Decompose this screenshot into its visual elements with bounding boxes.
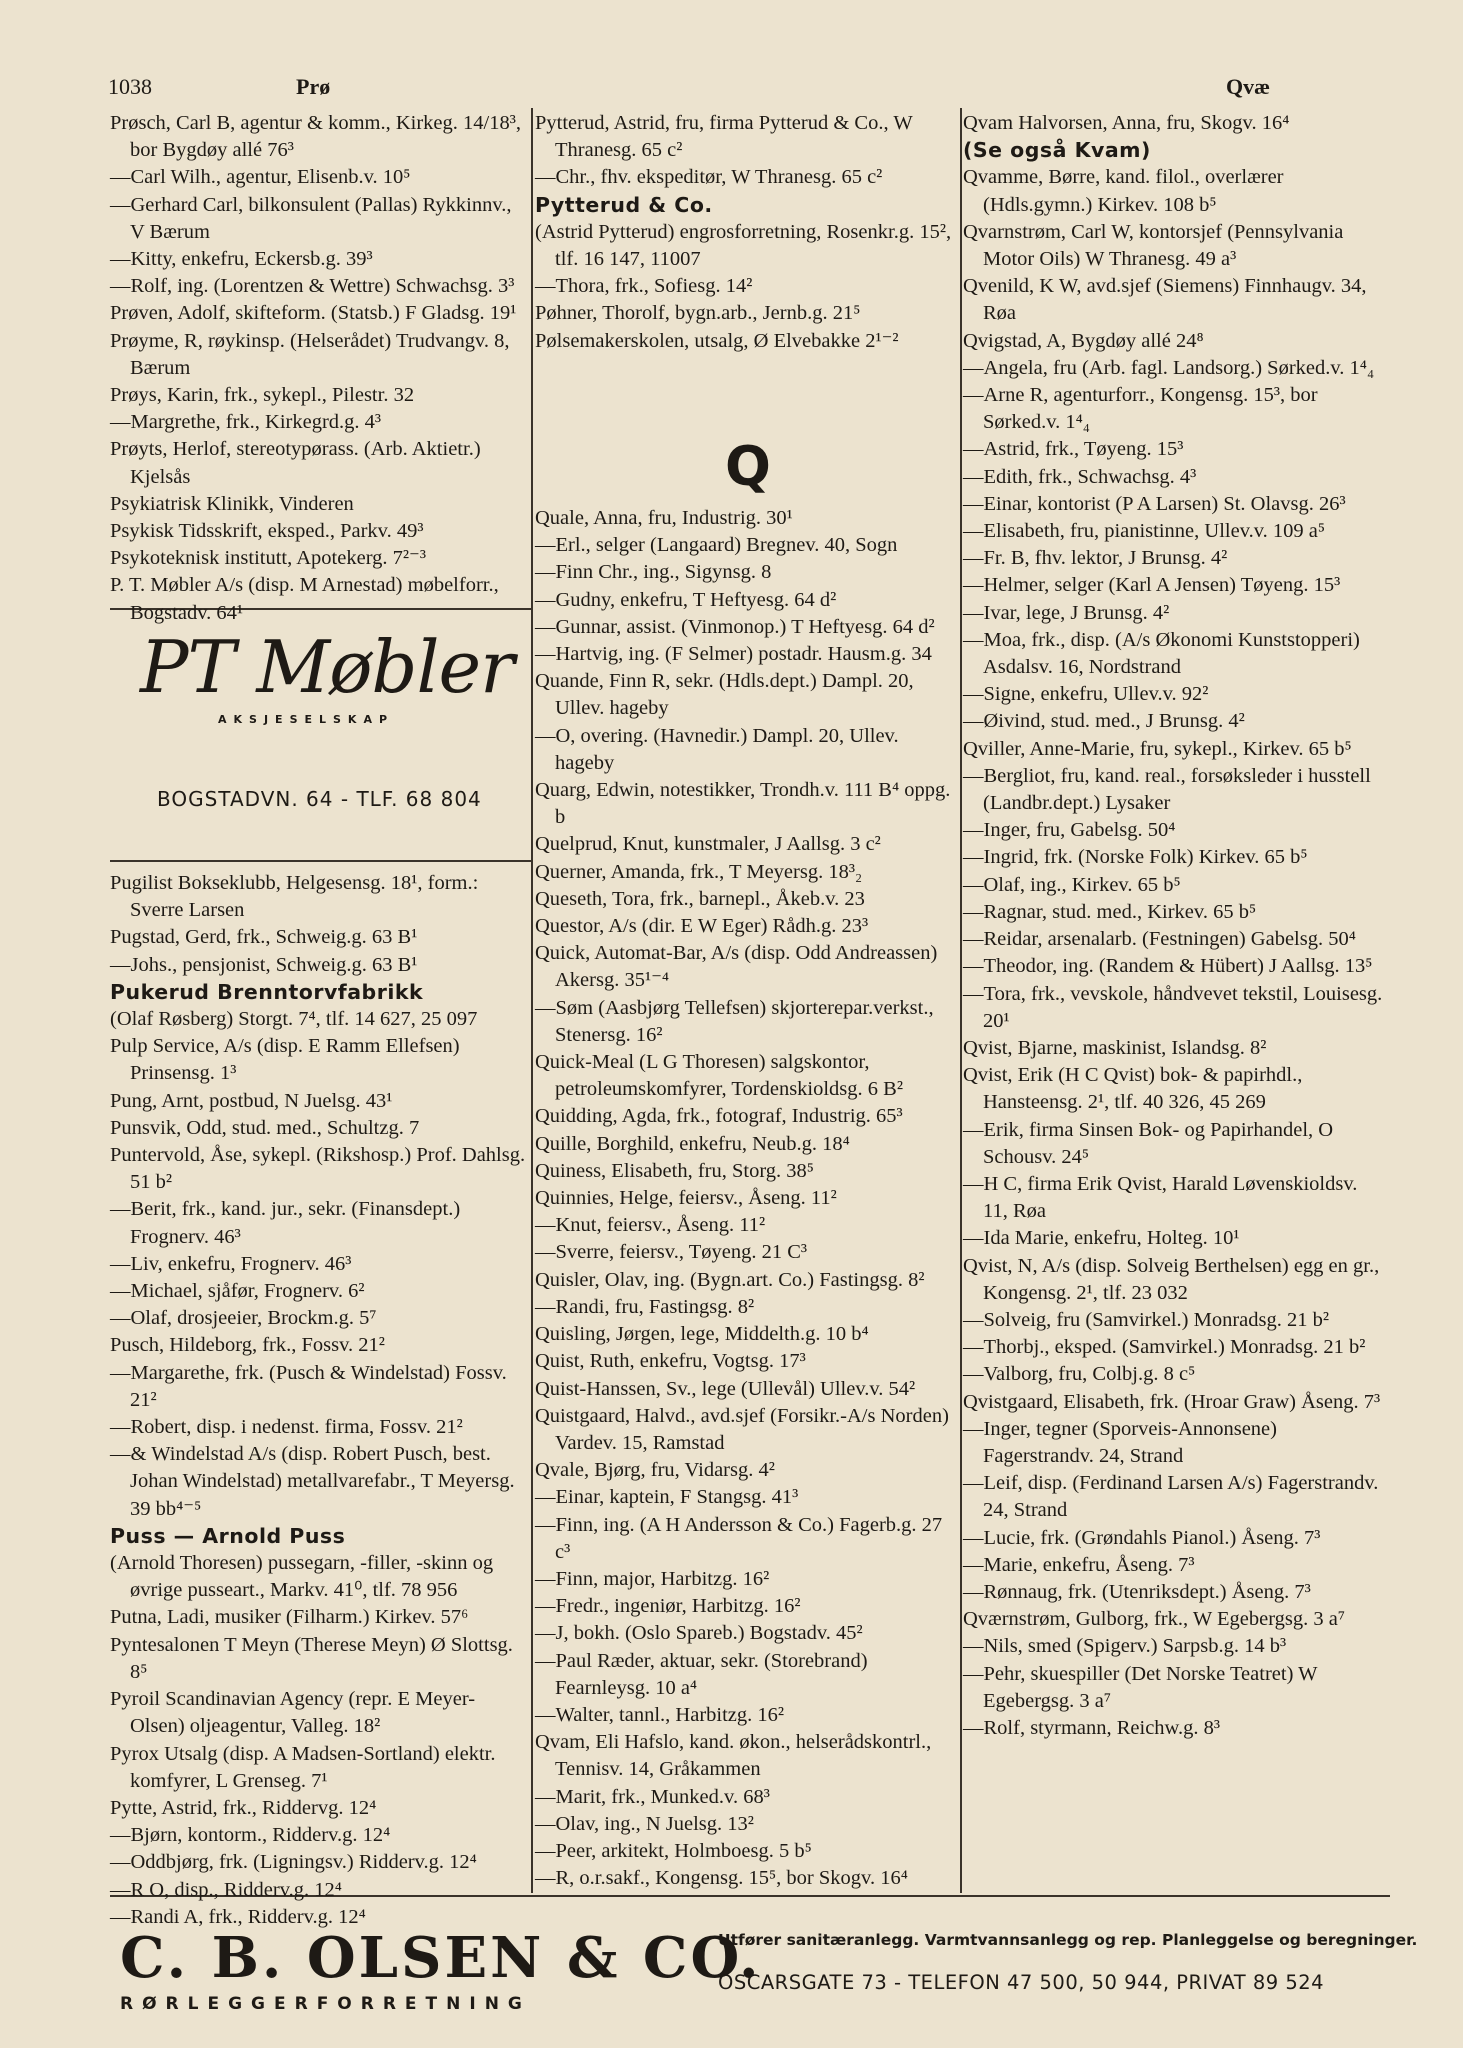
directory-entry: (Arnold Thoresen) pussegarn, -filler, -skinn og øvrige pusseart., Markv. 41⁰, tlf. 78 956	[110, 1552, 494, 1602]
directory-column-2a	[535, 110, 955, 355]
directory-entry: —Finn, major, Harbitzg. 16²	[535, 1567, 770, 1590]
directory-entry: —Olav, ing., N Juelsg. 13²	[535, 1812, 754, 1835]
directory-column-1a	[110, 110, 528, 627]
directory-entry: Pyrox Utsalg (disp. A Madsen-Sortland) elektr. komfyrer, L Grenseg. 7¹	[110, 1742, 496, 1792]
directory-entry: —Søm (Aasbjørg Tellefsen) skjorterepar.verkst., Stenersg. 16²	[535, 996, 934, 1046]
directory-entry: Quistgaard, Halvd., avd.sjef (Forsikr.-A/s Norden) Vardev. 15, Ramstad	[535, 1404, 949, 1454]
directory-entry: —Elisabeth, fru, pianistinne, Ullev.v. 109 a⁵	[963, 520, 1326, 543]
directory-entry: —Tora, frk., vevskole, håndvevet tekstil, Louisesg. 20¹	[963, 982, 1383, 1032]
directory-entry: —Signe, enkefru, Ullev.v. 92²	[963, 683, 1209, 706]
directory-entry: —Ingrid, frk. (Norske Folk) Kirkev. 65 b⁵	[963, 846, 1308, 869]
directory-entry: Prøyts, Herlof, stereotypørass. (Arb. Aktietr.) Kjelsås	[110, 438, 481, 488]
cb-olsen-name: C. B. OLSEN & CO.	[120, 1925, 762, 1991]
directory-entry: —Chr., fhv. ekspeditør, W Thranesg. 65 c²	[535, 166, 883, 189]
directory-entry: —Bergliot, fru, kand. real., forsøksleder i husstell (Landbr.dept.) Lysaker	[963, 764, 1371, 815]
directory-entry: —O, overing. (Havnedir.) Dampl. 20, Ullev. hageby	[535, 724, 899, 774]
directory-entry: Puss — Arnold Puss	[110, 1523, 346, 1548]
directory-column-1b	[110, 870, 528, 1931]
directory-entry: Qvam, Eli Hafslo, kand. økon., helserådskontrl., Tennisv. 14, Gråkammen	[535, 1731, 932, 1781]
directory-entry: Quarg, Edwin, notestikker, Trondh.v. 111 B⁴ oppg. b	[535, 779, 951, 829]
directory-entry: —Sverre, feiersv., Tøyeng. 21 C³	[535, 1241, 808, 1264]
directory-entry: Quiness, Elisabeth, fru, Storg. 38⁵	[535, 1159, 814, 1182]
directory-entry: P. T. Møbler A/s (disp. M Arnestad) møbelforr., Bogstadv. 64¹	[110, 574, 499, 624]
directory-entry: Pytte, Astrid, frk., Riddervg. 12⁴	[110, 1796, 377, 1819]
directory-entry: Qvigstad, A, Bygdøy allé 24⁸	[963, 329, 1204, 352]
directory-entry: Qvistgaard, Elisabeth, frk. (Hroar Graw) Åseng. 7³	[963, 1390, 1381, 1413]
directory-entry: Quelprud, Knut, kunstmaler, J Aallsg. 3 c²	[535, 833, 881, 856]
directory-entry: —Ragnar, stud. med., Kirkev. 65 b⁵	[963, 900, 1257, 923]
directory-entry: Quist-Hanssen, Sv., lege (Ullevål) Ullev.v. 54²	[535, 1377, 916, 1400]
directory-entry: Pulp Service, A/s (disp. E Ramm Ellefsen) Prinsensg. 1³	[110, 1035, 460, 1085]
directory-entry: —Peer, arkitekt, Holmboesg. 5 b⁵	[535, 1839, 812, 1862]
directory-entry: —Hartvig, ing. (F Selmer) postadr. Hausm.g. 34	[535, 643, 932, 666]
directory-entry: Quist, Ruth, enkefru, Vogtsg. 17³	[535, 1350, 806, 1373]
directory-entry: —Rolf, ing. (Lorentzen & Wettre) Schwachsg. 3³	[110, 275, 515, 298]
directory-entry: —Erl., selger (Langaard) Bregnev. 40, Sogn	[535, 534, 898, 557]
directory-entry: (Se også Kvam)	[963, 138, 1151, 163]
directory-entry: Quande, Finn R, sekr. (Hdls.dept.) Dampl. 20, Ullev. hageby	[535, 670, 914, 720]
directory-entry: Querner, Amanda, frk., T Meyersg. 18³₂	[535, 860, 863, 883]
pt-mobler-logo: PT Møbler	[140, 625, 514, 709]
directory-entry: Putna, Ladi, musiker (Filharm.) Kirkev. 57⁶	[110, 1606, 469, 1629]
directory-entry: —Einar, kaptein, F Stangsg. 41³	[535, 1486, 799, 1509]
directory-entry: —Randi, fru, Fastingsg. 8²	[535, 1295, 755, 1318]
pt-mobler-address: BOGSTADVN. 64 - TLF. 68 804	[157, 787, 482, 811]
directory-entry: —Gunnar, assist. (Vinmonop.) T Heftyesg. 64 d²	[535, 615, 935, 638]
directory-entry: —Liv, enkefru, Frognerv. 46³	[110, 1252, 352, 1275]
directory-entry: —Solveig, fru (Samvirkel.) Monradsg. 21 b²	[963, 1308, 1329, 1331]
directory-entry: Qvale, Bjørg, fru, Vidarsg. 4²	[535, 1459, 775, 1482]
directory-column-2b	[535, 505, 955, 1892]
directory-entry: Quick-Meal (L G Thoresen) salgskontor, petroleumskomfyrer, Tordenskioldsg. 6 B²	[535, 1051, 903, 1101]
directory-entry: —R O, disp., Ridderv.g. 12⁴	[110, 1878, 342, 1901]
directory-entry: Qvenild, K W, avd.sjef (Siemens) Finnhaugv. 34, Røa	[963, 275, 1367, 325]
directory-entry: Pugilist Bokseklubb, Helgesensg. 18¹, form.: Sverre Larsen	[110, 872, 479, 922]
directory-entry: —Gudny, enkefru, T Heftyesg. 64 d²	[535, 588, 837, 611]
section-letter: Q	[725, 435, 771, 498]
directory-entry: —Berit, frk., kand. jur., sekr. (Finansdept.) Frognerv. 46³	[110, 1198, 461, 1248]
directory-entry: —Paul Ræder, aktuar, sekr. (Storebrand) Fearnleysg. 10 a⁴	[535, 1649, 868, 1699]
directory-entry: —Rolf, styrmann, Reichw.g. 8³	[963, 1716, 1221, 1739]
directory-entry: —Carl Wilh., agentur, Elisenb.v. 10⁵	[110, 166, 411, 189]
directory-entry: Qvarnstrøm, Carl W, kontorsjef (Pennsylvania Motor Oils) W Thranesg. 49 a³	[963, 220, 1344, 271]
directory-entry: —Oddbjørg, frk. (Ligningsv.) Ridderv.g. 12⁴	[110, 1851, 477, 1874]
directory-entry: —Ivar, lege, J Brunsg. 4²	[963, 601, 1170, 624]
directory-entry: —Helmer, selger (Karl A Jensen) Tøyeng. 15³	[963, 574, 1341, 597]
directory-entry: Pung, Arnt, postbud, N Juelsg. 43¹	[110, 1089, 393, 1112]
directory-entry: —& Windelstad A/s (disp. Robert Pusch, best. Johan Windelstad) metallvarefabr., T Meyersg. 39 bb⁴⁻⁵	[110, 1443, 515, 1520]
directory-entry: —J, bokh. (Oslo Spareb.) Bogstadv. 45²	[535, 1622, 863, 1645]
directory-entry: —Einar, kontorist (P A Larsen) St. Olavsg. 26³	[963, 492, 1346, 515]
directory-entry: Prøsch, Carl B, agentur & komm., Kirkeg. 14/18³, bor Bygdøy allé 76³	[110, 112, 521, 162]
directory-entry: Pyroil Scandinavian Agency (repr. E Meyer-Olsen) oljeagentur, Valleg. 18²	[110, 1688, 476, 1738]
directory-entry: —Theodor, ing. (Randem & Hübert) J Aallsg. 13⁵	[963, 955, 1373, 978]
directory-entry: Pyntesalonen T Meyn (Therese Meyn) Ø Slottsg. 8⁵	[110, 1633, 513, 1683]
directory-entry: Quale, Anna, fru, Industrig. 30¹	[535, 507, 793, 529]
directory-entry: Pugstad, Gerd, frk., Schweig.g. 63 B¹	[110, 926, 418, 949]
header-right-word: Qvæ	[1226, 74, 1270, 99]
directory-entry: —Øivind, stud. med., J Brunsg. 4²	[963, 710, 1245, 733]
directory-entry: Psykoteknisk institutt, Apotekerg. 7²⁻³	[110, 547, 427, 570]
directory-entry: —Gerhard Carl, bilkonsulent (Pallas) Rykkinnv., V Bærum	[110, 193, 512, 243]
directory-entry: —Moa, frk., disp. (A/s Økonomi Kunststopperi) Asdalsv. 16, Nordstrand	[963, 628, 1360, 679]
directory-entry: Pytterud & Co.	[535, 192, 713, 217]
directory-entry: —Finn Chr., ing., Sigynsg. 8	[535, 561, 772, 584]
directory-entry: —Nils, smed (Spigerv.) Sarpsb.g. 14 b³	[963, 1635, 1287, 1658]
directory-entry: —Johs., pensjonist, Schweig.g. 63 B¹	[110, 953, 418, 976]
directory-entry: —Rønnaug, frk. (Utenriksdept.) Åseng. 7³	[963, 1580, 1311, 1603]
directory-entry: —R, o.r.sakf., Kongensg. 15⁵, bor Skogv. 16⁴	[535, 1867, 908, 1890]
directory-column-3	[963, 110, 1383, 1742]
directory-entry: Psykiatrisk Klinikk, Vinderen	[110, 492, 354, 515]
directory-entry: (Olaf Røsberg) Storgt. 7⁴, tlf. 14 627, 25 097	[110, 1008, 478, 1031]
directory-entry: Psykisk Tidsskrift, eksped., Parkv. 49³	[110, 520, 424, 543]
directory-entry: —Lucie, frk. (Grøndahls Pianol.) Åseng. 7³	[963, 1526, 1321, 1549]
directory-entry: Qvamme, Børre, kand. filol., overlærer (Hdls.gymn.) Kirkev. 108 b⁵	[963, 166, 1284, 216]
directory-entry: Qvist, Erik (H C Qvist) bok- & papirhdl., Hansteensg. 2¹, tlf. 40 326, 45 269	[963, 1064, 1303, 1114]
directory-entry: Questor, A/s (dir. E W Eger) Rådh.g. 23³	[535, 915, 869, 938]
directory-entry: —Valborg, fru, Colbj.g. 8 c⁵	[963, 1363, 1196, 1386]
directory-entry: Qvist, N, A/s (disp. Solveig Berthelsen) egg en gr., Kongensg. 2¹, tlf. 23 032	[963, 1254, 1380, 1304]
directory-entry: —Knut, feiersv., Åseng. 11²	[535, 1214, 766, 1237]
directory-entry: —Pehr, skuespiller (Det Norske Teatret) W Egebergsg. 3 a⁷	[963, 1662, 1318, 1712]
directory-entry: —Thora, frk., Sofiesg. 14²	[535, 275, 753, 298]
directory-entry: —Leif, disp. (Ferdinand Larsen A/s) Fagerstrandv. 24, Strand	[963, 1472, 1379, 1522]
directory-entry: Qvam Halvorsen, Anna, fru, Skogv. 16⁴	[963, 112, 1290, 134]
directory-entry: —Reidar, arsenalarb. (Festningen) Gabelsg. 50⁴	[963, 928, 1356, 951]
page-number: 1038	[108, 74, 152, 99]
directory-entry: Pølsemakerskolen, utsalg, Ø Elvebakke 2¹⁻²	[535, 329, 899, 352]
directory-entry: Quille, Borghild, enkefru, Neub.g. 18⁴	[535, 1132, 850, 1155]
directory-entry: —Marie, enkefru, Åseng. 7³	[963, 1553, 1195, 1576]
directory-entry: Pøhner, Thorolf, bygn.arb., Jernb.g. 21⁵	[535, 302, 861, 325]
directory-entry: Puntervold, Åse, sykepl. (Rikshosp.) Prof. Dahlsg. 51 b²	[110, 1144, 526, 1194]
directory-entry: —Ida Marie, enkefru, Holteg. 10¹	[963, 1227, 1240, 1250]
cb-olsen-services: Utfører sanitæranlegg. Varmtvannsanlegg og rep. Planleggelse og beregninger.	[718, 1931, 1418, 1949]
cb-olsen-contact: OSCARSGATE 73 - TELEFON 47 500, 50 944, PRIVAT 89 524	[718, 1971, 1325, 1994]
directory-entry: Prøven, Adolf, skifteform. (Statsb.) F Gladsg. 19¹	[110, 302, 517, 325]
directory-entry: —Arne R, agenturforr., Kongensg. 15³, bor Sørked.v. 1⁴₄	[963, 384, 1318, 434]
directory-entry: —Edith, frk., Schwachsg. 4³	[963, 465, 1197, 488]
directory-entry: Punsvik, Odd, stud. med., Schultzg. 7	[110, 1116, 420, 1139]
directory-entry: —Michael, sjåfør, Frognerv. 6²	[110, 1280, 365, 1303]
column-divider-1	[531, 108, 533, 1893]
directory-entry: Quidding, Agda, frk., fotograf, Industrig. 65³	[535, 1105, 903, 1128]
directory-entry: —Astrid, frk., Tøyeng. 15³	[963, 438, 1184, 461]
directory-entry: (Astrid Pytterud) engrosforretning, Rosenkr.g. 15², tlf. 16 147, 11007	[535, 220, 952, 271]
directory-entry: —Inger, fru, Gabelsg. 50⁴	[963, 819, 1176, 842]
directory-entry: Quinnies, Helge, feiersv., Åseng. 11²	[535, 1187, 837, 1210]
directory-entry: —H C, firma Erik Qvist, Harald Løvenskioldsv. 11, Røa	[963, 1172, 1358, 1223]
directory-entry: Qviller, Anne-Marie, fru, sykepl., Kirkev. 65 b⁵	[963, 737, 1352, 760]
directory-entry: —Margarethe, frk. (Pusch & Windelstad) Fossv. 21²	[110, 1361, 507, 1411]
directory-entry: Pytterud, Astrid, fru, firma Pytterud & Co., W Thranesg. 65 c²	[535, 112, 913, 162]
cb-olsen-subline: RØRLEGGERFORRETNING	[120, 1994, 531, 2014]
directory-entry: —Randi A, frk., Ridderv.g. 12⁴	[110, 1905, 366, 1928]
directory-entry: —Margrethe, frk., Kirkegrd.g. 4³	[110, 411, 382, 434]
column-divider-2	[960, 108, 962, 1893]
directory-entry: —Thorbj., eksped. (Samvirkel.) Monradsg. 21 b²	[963, 1336, 1366, 1359]
pt-mobler-subline: AKSJESELSKAP	[218, 713, 395, 726]
directory-entry: Queseth, Tora, frk., barnepl., Åkeb.v. 23	[535, 887, 865, 910]
directory-entry: Pusch, Hildeborg, frk., Fossv. 21²	[110, 1334, 385, 1357]
directory-entry: Qværnstrøm, Gulborg, frk., W Egebergsg. 3 a⁷	[963, 1608, 1345, 1631]
directory-entry: —Erik, firma Sinsen Bok- og Papirhandel, O Schousv. 24⁵	[963, 1118, 1334, 1168]
directory-entry: Quick, Automat-Bar, A/s (disp. Odd Andreassen) Akersg. 35¹⁻⁴	[535, 942, 938, 992]
directory-entry: —Robert, disp. i nedenst. firma, Fossv. 21²	[110, 1416, 463, 1439]
directory-entry: —Finn, ing. (A H Andersson & Co.) Fagerb.g. 27 c³	[535, 1513, 943, 1563]
header-left-word: Prø	[296, 74, 331, 99]
directory-entry: —Kitty, enkefru, Eckersb.g. 39³	[110, 248, 373, 271]
directory-entry: Prøyme, R, røykinsp. (Helserådet) Trudvangv. 8, Bærum	[110, 329, 510, 379]
directory-entry: Quisling, Jørgen, lege, Middelth.g. 10 b⁴	[535, 1323, 869, 1346]
directory-entry: —Walter, tannl., Harbitzg. 16²	[535, 1703, 785, 1726]
directory-entry: —Fredr., ingeniør, Harbitzg. 16²	[535, 1595, 801, 1618]
directory-entry: —Marit, frk., Munked.v. 68³	[535, 1785, 770, 1808]
directory-entry: —Olaf, ing., Kirkev. 65 b⁵	[963, 873, 1181, 896]
directory-entry: Prøys, Karin, frk., sykepl., Pilestr. 32	[110, 384, 415, 407]
directory-entry: —Fr. B, fhv. lektor, J Brunsg. 4²	[963, 547, 1228, 570]
directory-entry: Qvist, Bjarne, maskinist, Islandsg. 8²	[963, 1036, 1267, 1059]
directory-entry: —Bjørn, kontorm., Ridderv.g. 12⁴	[110, 1824, 391, 1847]
directory-entry: Quisler, Olav, ing. (Bygn.art. Co.) Fastingsg. 8²	[535, 1268, 925, 1291]
directory-entry: —Inger, tegner (Sporveis-Annonsene) Fagerstrandv. 24, Strand	[963, 1417, 1277, 1467]
directory-entry: Pukerud Brenntorvfabrikk	[110, 979, 424, 1004]
directory-entry: —Angela, fru (Arb. fagl. Landsorg.) Sørked.v. 1⁴₄	[963, 356, 1375, 379]
ad-bottom-rule	[110, 860, 531, 862]
directory-entry: —Olaf, drosjeeier, Brockm.g. 5⁷	[110, 1307, 377, 1330]
